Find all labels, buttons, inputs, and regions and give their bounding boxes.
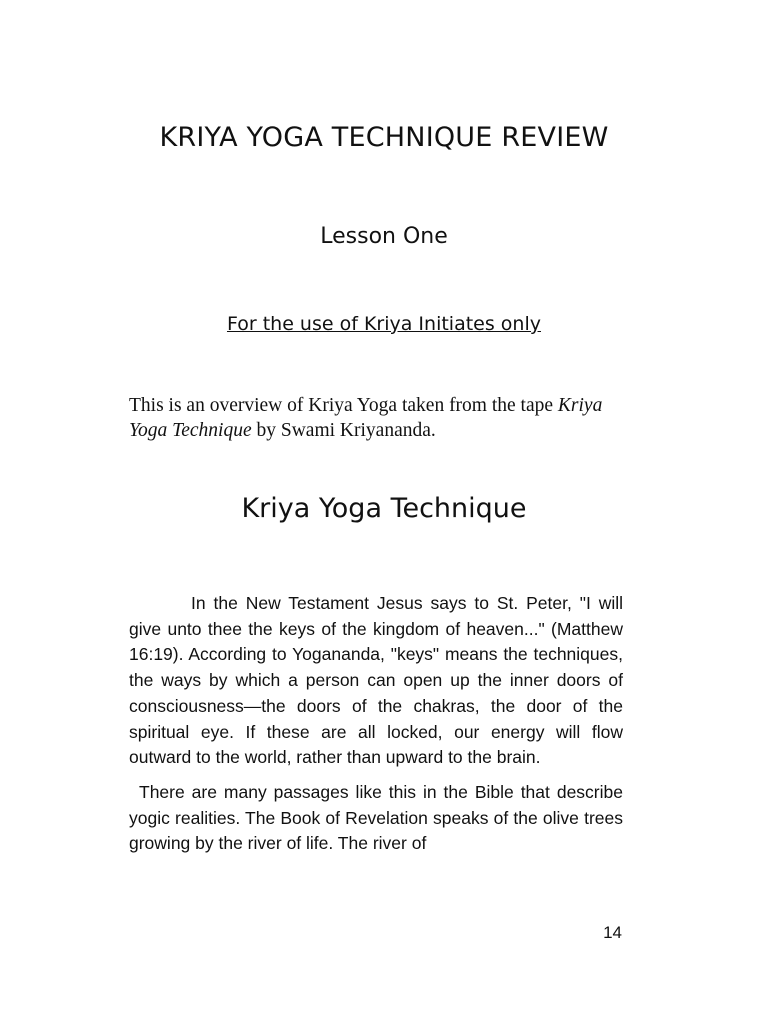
overview-paragraph <box>129 393 629 443</box>
lesson-subtitle: Lesson One <box>320 224 448 249</box>
overview-text-before: This is an overview of Kriya Yoga taken from the tape <box>129 395 558 416</box>
body-paragraph-2: There are many passages like this in the Bible that describe yogic realities. The Book of Revelation speaks of the olive trees growing by the river of life. The river of <box>129 781 623 854</box>
overview-text-after: by Swami Kriyananda. <box>251 420 436 441</box>
document-title: KRIYA YOGA TECHNIQUE REVIEW <box>159 122 609 153</box>
page-number: 14 <box>603 923 622 942</box>
body-text <box>129 591 623 866</box>
section-heading: Kriya Yoga Technique <box>241 493 527 524</box>
body-paragraph-1: In the New Testament Jesus says to St. Peter, "I will give unto thee the keys of the kingdom of heaven..." (Matthew 16:19). According to Yogananda, "keys" means the techniques, the ways by which a person can open up the inner doors of consciousness—the doors of the chakras, the door of the spiritual eye. If these are all locked, our energy will flow outward to the world, rather than upward to the brain. <box>129 593 623 768</box>
overview-tape-title: Kriya Yoga Technique <box>129 395 603 441</box>
initiates-notice: For the use of Kriya Initiates only <box>226 313 541 335</box>
